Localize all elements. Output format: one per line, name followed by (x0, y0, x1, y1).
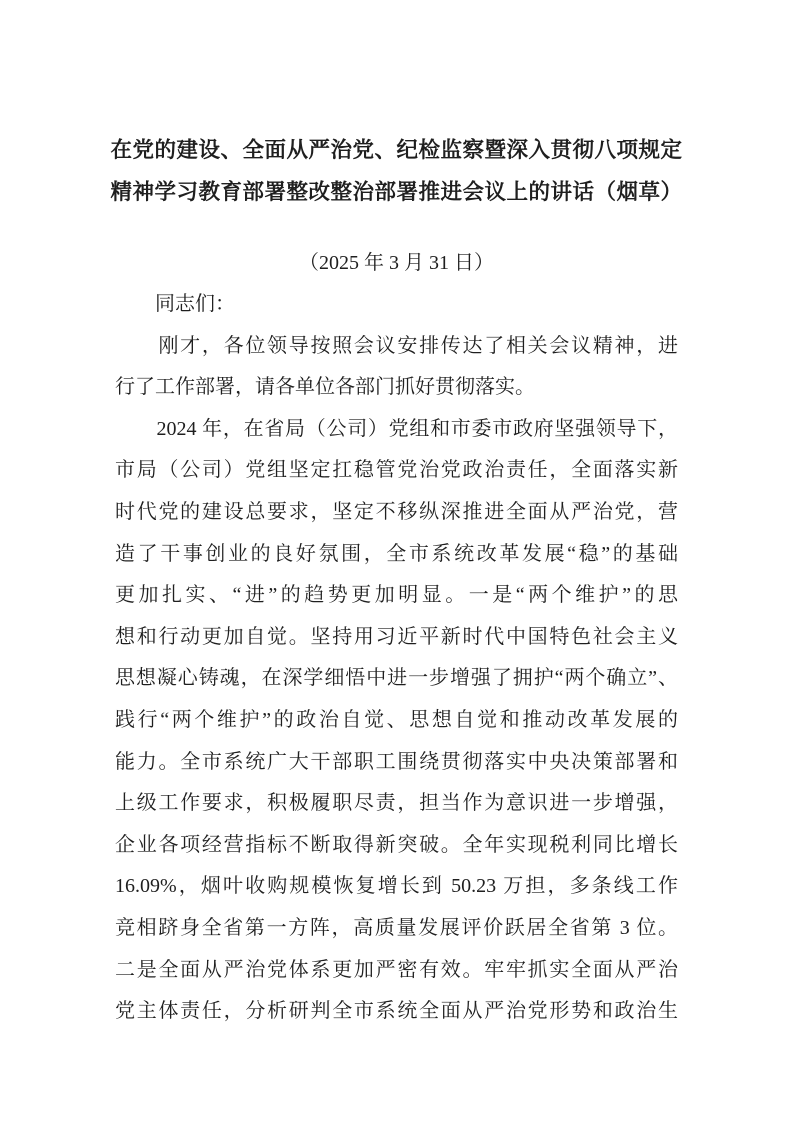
body-line: 上级工作要求，积极履职尽责，担当作为意识进一步增强， (115, 792, 678, 815)
body-line: 竞相跻身全省第一方阵，高质量发展评价跃居全省第 3 位。 (115, 916, 678, 939)
document-title (0, 0, 793, 213)
body-line: 思想凝心铸魂，在深学细悟中进一步增强了拥护“两个确立”、 (115, 667, 678, 690)
document-title-line-2: 精神学习教育部署整改整治部署推进会议上的讲话（烟草） (110, 180, 683, 204)
body-line: 能力。全市系统广大干部职工围绕贯彻落实中央决策部署和 (115, 750, 678, 773)
body-line: 造了干事创业的良好氛围，全市系统改革发展“稳”的基础 (115, 542, 678, 565)
body-line: 二是全面从严治党体系更加严密有效。牢牢抓实全面从严治 (115, 958, 678, 981)
document-date-line: （2025 年 3 月 31 日） (299, 252, 494, 274)
body-line: 行了工作部署，请各单位各部门抓好贯彻落实。 (115, 376, 535, 399)
body-line: 刚才，各位领导按照会议安排传达了相关会议精神，进 (115, 334, 678, 357)
body-line: 同志们： (115, 293, 235, 315)
body-line: 践行“两个维护”的政治自觉、思想自觉和推动改革发展的 (115, 708, 678, 731)
body-line: 企业各项经营指标不断取得新突破。全年实现税利同比增长 (115, 833, 678, 856)
body-line: 16.09%，烟叶收购规模恢复增长到 50.23 万担，多条线工作 (115, 875, 678, 898)
body-line: 更加扎实、“进”的趋势更加明显。一是“两个维护”的思 (115, 584, 678, 607)
body-line: 党主体责任，分析研判全市系统全面从严治党形势和政治生 (115, 1000, 678, 1023)
body-line: 想和行动更加自觉。坚持用习近平新时代中国特色社会主义 (115, 625, 678, 648)
body-line: 时代党的建设总要求，坚定不移纵深推进全面从严治党，营 (115, 500, 678, 523)
document-body (115, 284, 678, 1033)
body-line: 市局（公司）党组坚定扛稳管党治党政治责任，全面落实新 (115, 459, 678, 482)
body-line: 2024 年，在省局（公司）党组和市委市政府坚强领导下， (115, 417, 678, 440)
document-title-line-1: 在党的建设、全面从严治党、纪检监察暨深入贯彻八项规定 (110, 138, 683, 162)
